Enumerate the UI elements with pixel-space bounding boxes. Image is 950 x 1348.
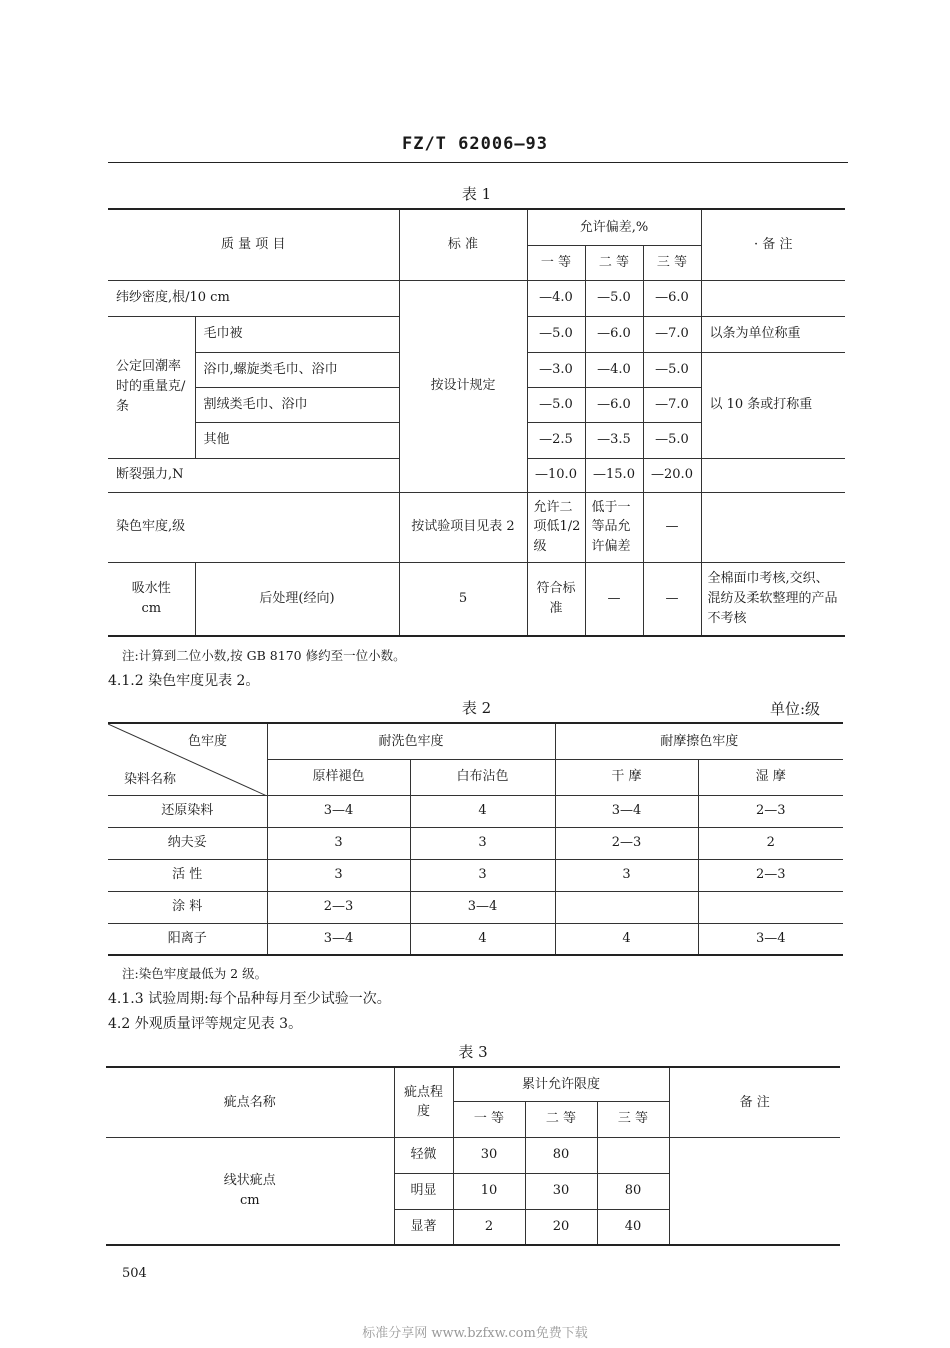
t2-cell: 4 (410, 923, 555, 955)
table3 (106, 1066, 840, 1246)
t2-cell: 3—4 (555, 795, 698, 827)
t3-header-grade3: 三 等 (597, 1101, 669, 1137)
t3-cell: 80 (525, 1137, 597, 1173)
t3-header-cumulative: 累计允许限度 (453, 1067, 669, 1101)
t3-defect-unit: cm (239, 1192, 260, 1208)
t2-row-name: 活 性 (108, 859, 267, 891)
t3-cell (597, 1137, 669, 1173)
t1-cell (701, 458, 845, 492)
t1-color-fastness-g2: 低于一等品允许偏差 (585, 492, 643, 562)
t1-header-item: 质 量 项 目 (108, 209, 399, 280)
t1-cell (701, 280, 845, 316)
t2-cell (698, 891, 843, 923)
table2 (108, 722, 843, 956)
t2-corner-cell (108, 723, 267, 795)
t2-corner-top: 色牢度 (188, 734, 228, 749)
t1-cell: —5.0 (527, 387, 585, 422)
t3-defect-name: 线状疵点 (223, 1173, 276, 1189)
t1-absorbency-g2: — (585, 562, 643, 636)
t2-cell (555, 891, 698, 923)
t1-cell: —5.0 (585, 280, 643, 316)
t1-cell: —7.0 (643, 387, 701, 422)
table3-caption: 表 3 (458, 1043, 488, 1061)
t2-cell: 3—4 (267, 923, 410, 955)
t3-degree: 轻微 (394, 1137, 453, 1173)
t1-weight-group: 公定回潮率时的重量克/条 (108, 316, 195, 458)
t1-absorbency-unit: cm (141, 600, 162, 616)
footer-watermark: 标准分享网 www.bzfxw.com免费下载 (362, 1326, 588, 1341)
t1-color-fastness-g3: — (643, 492, 701, 562)
t1-header-grade3: 三 等 (643, 245, 701, 280)
t1-color-fastness-g1: 允许二项低1/2级 (527, 492, 585, 562)
t2-cell: 2—3 (267, 891, 410, 923)
t2-row-name: 阳离子 (108, 923, 267, 955)
t1-header-grade2: 二 等 (585, 245, 643, 280)
t2-col-header: 干 摩 (555, 759, 698, 795)
t2-row-name: 还原染料 (108, 795, 267, 827)
t1-absorbency-g3: — (643, 562, 701, 636)
t2-cell: 4 (410, 795, 555, 827)
t1-design-standard: 按设计规定 (399, 280, 527, 492)
t3-defect-name-cell (106, 1137, 394, 1245)
t1-cell: —4.0 (585, 352, 643, 387)
t1-header-remark: · 备 注 (701, 209, 845, 280)
t1-weight-row-label: 其他 (195, 422, 399, 458)
section-4-2: 4.2 外观质量评等规定见表 3。 (108, 1016, 303, 1032)
table1-note: 注:计算到二位小数,按 GB 8170 修约至一位小数。 (122, 648, 406, 663)
t2-cell: 3 (267, 827, 410, 859)
t3-cell: 30 (525, 1173, 597, 1209)
t1-weft-density-label: 纬纱密度,根/10 cm (108, 280, 399, 316)
t2-cell: 3—4 (267, 795, 410, 827)
page-number: 504 (122, 1266, 147, 1281)
t1-absorbency-standard: 5 (399, 562, 527, 636)
t2-row-name: 纳夫妥 (108, 827, 267, 859)
t1-absorbency-sub: 后处理(经向) (195, 562, 399, 636)
t1-color-fastness-label: 染色牢度,级 (108, 492, 399, 562)
t3-cell: 40 (597, 1209, 669, 1245)
t1-weight-row-label: 割绒类毛巾、浴巾 (195, 387, 399, 422)
t1-color-fastness-standard: 按试验项目见表 2 (399, 492, 527, 562)
section-4-1-3: 4.1.3 试验周期:每个品种每月至少试验一次。 (108, 991, 391, 1007)
t1-breaking-label: 断裂强力,N (108, 458, 399, 492)
t3-header-grade2: 二 等 (525, 1101, 597, 1137)
table2-unit: 单位:级 (770, 700, 821, 718)
t1-cell: —3.0 (527, 352, 585, 387)
t1-cell: —20.0 (643, 458, 701, 492)
t2-cell: 3—4 (410, 891, 555, 923)
table1-caption: 表 1 (461, 185, 492, 203)
t3-header-remark: 备 注 (669, 1067, 840, 1137)
t1-cell: —5.0 (527, 316, 585, 352)
t2-col-header: 白布沾色 (410, 759, 555, 795)
t2-cell: 3 (267, 859, 410, 891)
t1-weight-row-label: 浴巾,螺旋类毛巾、浴巾 (195, 352, 399, 387)
t1-absorbency-remark: 全棉面巾考核,交织、混纺及柔软整理的产品不考核 (701, 562, 845, 636)
t2-cell: 3 (555, 859, 698, 891)
t2-cell: 2—3 (698, 859, 843, 891)
t1-remark-towel-quilt: 以条为单位称重 (701, 316, 845, 352)
table1 (108, 208, 845, 637)
t1-header-standard: 标 准 (399, 209, 527, 280)
t3-cell: 10 (453, 1173, 525, 1209)
t1-cell: —5.0 (643, 352, 701, 387)
t1-cell: —5.0 (643, 422, 701, 458)
t2-cell: 3 (410, 859, 555, 891)
t3-remark-cell (669, 1137, 840, 1245)
table2-note: 注:染色牢度最低为 2 级。 (122, 966, 268, 981)
table2-caption: 表 2 (461, 699, 492, 717)
t1-weight-row-label: 毛巾被 (195, 316, 399, 352)
t1-cell: —15.0 (585, 458, 643, 492)
t3-degree: 明显 (394, 1173, 453, 1209)
t3-header-grade1: 一 等 (453, 1101, 525, 1137)
t1-cell (701, 492, 845, 562)
t2-cell: 2 (698, 827, 843, 859)
t1-cell: —4.0 (527, 280, 585, 316)
t1-cell: —6.0 (585, 387, 643, 422)
t3-header-degree: 疵点程度 (394, 1067, 453, 1137)
t2-cell: 3—4 (698, 923, 843, 955)
t2-cell: 2—3 (555, 827, 698, 859)
t1-remark-other: 以 10 条或打称重 (701, 352, 845, 458)
t3-header-defect: 疵点名称 (106, 1067, 394, 1137)
t1-cell: —2.5 (527, 422, 585, 458)
t1-absorbency-label (108, 562, 195, 636)
t1-cell: —3.5 (585, 422, 643, 458)
t3-cell: 2 (453, 1209, 525, 1245)
t2-cell: 4 (555, 923, 698, 955)
t2-cell: 3 (410, 827, 555, 859)
t3-cell: 20 (525, 1209, 597, 1245)
header-rule (108, 162, 848, 163)
t2-col-header: 原样褪色 (267, 759, 410, 795)
t1-cell: —6.0 (585, 316, 643, 352)
t2-cell: 2—3 (698, 795, 843, 827)
t3-cell: 80 (597, 1173, 669, 1209)
t2-group-wash: 耐洗色牢度 (267, 723, 555, 759)
t1-cell: —10.0 (527, 458, 585, 492)
t3-cell: 30 (453, 1137, 525, 1173)
t2-row-name: 涂 料 (108, 891, 267, 923)
t1-header-deviation: 允许偏差,% (527, 209, 701, 245)
section-4-1-2: 4.1.2 染色牢度见表 2。 (108, 673, 260, 689)
t2-group-rub: 耐摩擦色牢度 (555, 723, 843, 759)
t1-cell: —6.0 (643, 280, 701, 316)
t1-absorbency-g1: 符合标准 (527, 562, 585, 636)
t1-cell: —7.0 (643, 316, 701, 352)
t1-header-grade1: 一 等 (527, 245, 585, 280)
t2-corner-bottom: 染料名称 (124, 772, 177, 787)
t1-absorbency-name: 吸水性 (131, 581, 171, 597)
t2-col-header: 湿 摩 (698, 759, 843, 795)
standard-code: FZ/T 62006—93 (401, 134, 549, 154)
t3-degree: 显著 (394, 1209, 453, 1245)
